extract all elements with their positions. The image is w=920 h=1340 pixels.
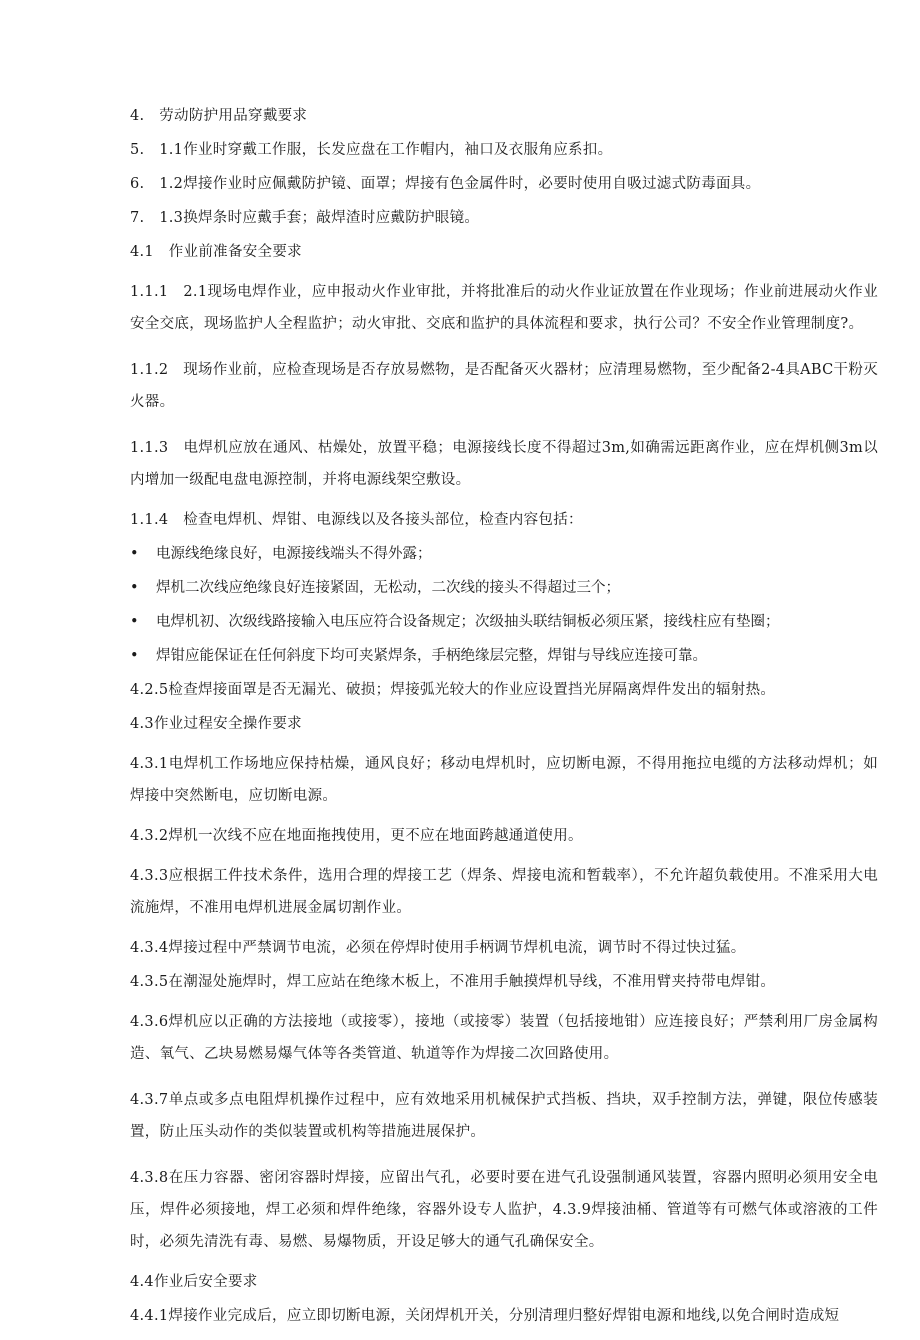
text-paragraph: 1.1.1 2.1现场电焊作业，应申报动火作业审批，并将批准后的动火作业证放置在作业现场；作业前进展动火作业安全交底，现场监护人全程监护；动火审批、交底和监护的具体流程和要求，执行公司？不安全作业管理制度?。 xyxy=(130,284,878,332)
text-line: 4. 劳动防护用品穿戴要求 xyxy=(130,108,308,124)
bullet-item xyxy=(130,612,878,632)
bullet-text: 电焊机初、次级线路接输入电压应符合设备规定；次级抽头联结铜板必须压紧，接线柱应有垫圈； xyxy=(156,614,780,630)
bullet-text: 焊机二次线应绝缘良好连接紧固，无松动，二次线的接头不得超过三个； xyxy=(156,580,620,596)
text-line: 4.4.1焊接作业完成后，应立即切断电源，关闭焊机开关，分别清理归整好焊钳电源和地线,以免合闸时造成短 xyxy=(130,1308,840,1324)
text-line: 7. 1.3换焊条时应戴手套；敲焊渣时应戴防护眼镜。 xyxy=(130,210,480,226)
text-paragraph: 4.3.3应根据工件技术条件，选用合理的焊接工艺（焊条、焊接电流和暂载率），不允许超负载使用。不准采用大电流施焊，不准用电焊机进展金属切割作业。 xyxy=(130,868,878,916)
text-paragraph: 4.3.7单点或多点电阻焊机操作过程中，应有效地采用机械保护式挡板、挡块，双手控制方法，弹键，限位传感装置，防止压头动作的类似装置或机构等措施进展保护。 xyxy=(130,1092,878,1140)
text-line: 4.3.4焊接过程中严禁调节电流，必须在停焊时使用手柄调节焊机电流，调节时不得过快过猛。 xyxy=(130,940,746,956)
text-line: 1.1.4 检查电焊机、焊钳、电源线以及各接头部位，检查内容包括： xyxy=(130,512,583,528)
bullet-text: 焊钳应能保证在任何斜度下均可夹紧焊条，手柄绝缘层完整，焊钳与导线应连接可靠。 xyxy=(156,648,707,664)
text-line: 5. 1.1作业时穿戴工作服，长发应盘在工作帽内，袖口及衣服角应系扣。 xyxy=(130,142,613,158)
bullet-dot-icon: • xyxy=(130,546,139,562)
text-paragraph: 4.3.6焊机应以正确的方法接地（或接零），接地（或接零）装置（包括接地钳）应连接良好；严禁利用厂房金属构造、氧气、乙块易燃易爆气体等各类管道、轨道等作为焊接二次回路使用。 xyxy=(130,1014,878,1062)
bullet-dot-icon: • xyxy=(130,648,139,664)
text-line: 4.1 作业前准备安全要求 xyxy=(130,244,302,260)
bullet-dot-icon: • xyxy=(130,614,139,630)
bullet-text: 电源线绝缘良好，电源接线端头不得外露； xyxy=(156,546,432,562)
bullet-dot-icon: • xyxy=(130,580,139,596)
text-paragraph: 4.3.1电焊机工作场地应保持枯燥，通风良好；移动电焊机时，应切断电源，不得用拖拉电缆的方法移动焊机；如焊接中突然断电，应切断电源。 xyxy=(130,756,878,804)
bullet-item xyxy=(130,544,878,564)
text-line: 4.2.5检查焊接面罩是否无漏光、破损；焊接弧光较大的作业应设置挡光屏隔离焊件发出的辐射热。 xyxy=(130,682,776,698)
text-line: 4.3.2焊机一次线不应在地面拖拽使用，更不应在地面跨越通道使用。 xyxy=(130,828,583,844)
document-body xyxy=(130,106,878,1340)
text-paragraph: 4.3.8在压力容器、密闭容器时焊接，应留出气孔，必要时要在进气孔设强制通风装置，容器内照明必须用安全电压，焊件必须接地，焊工必须和焊件绝缘，容器外设专人监护，4.3.9焊接油桶、管道等有可燃气体或溶液的工件时，必须先清洗有毒、易燃、易爆物质，开设足够大的通气孔确保安全。 xyxy=(130,1170,878,1250)
text-line: 4.3.5在潮湿处施焊时，焊工应站在绝缘木板上，不准用手触摸焊机导线，不准用臂夹持带电焊钳。 xyxy=(130,974,776,990)
bullet-item xyxy=(130,646,878,666)
text-line: 6. 1.2焊接作业时应佩戴防护镜、面罩；焊接有色金属件时，必要时使用自吸过滤式防毒面具。 xyxy=(130,176,761,192)
text-line: 4.3作业过程安全操作要求 xyxy=(130,716,302,732)
text-paragraph: 1.1.3 电焊机应放在通风、枯燥处，放置平稳；电源接线长度不得超过3m,如确需远距离作业，应在焊机侧3m以内增加一级配电盘电源控制，并将电源线架空敷设。 xyxy=(130,440,878,488)
bullet-item xyxy=(130,578,878,598)
text-paragraph: 1.1.2 现场作业前，应检查现场是否存放易燃物，是否配备灭火器材；应清理易燃物，至少配备2-4具ABC干粉灭火器。 xyxy=(130,362,878,410)
text-line: 4.4作业后安全要求 xyxy=(130,1274,258,1290)
